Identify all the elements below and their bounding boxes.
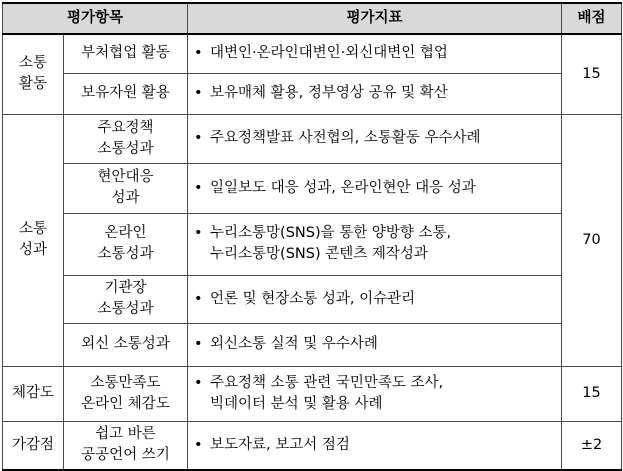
- bullet-icon: •: [194, 290, 203, 307]
- bullet-icon: •: [194, 374, 203, 391]
- indicator-cell: • 일일보도 대응 성과, 온라인현안 대응 성과: [188, 163, 562, 213]
- bullet-icon: •: [194, 130, 203, 146]
- header-item: 평가항목: [3, 3, 188, 34]
- item-cell: 온라인 소통성과: [64, 213, 188, 275]
- category-cell: 가감점: [3, 421, 64, 470]
- item-cell: 소통만족도 온라인 체감도: [64, 366, 188, 421]
- table-row: [3, 275, 622, 323]
- item-cell: 현안대응 성과: [64, 163, 188, 213]
- category-cell: 소통 성과: [3, 114, 64, 366]
- item-cell: 쉽고 바른 공공언어 쓰기: [64, 421, 188, 470]
- header-score: 배점: [562, 3, 622, 34]
- table-row: [3, 323, 622, 366]
- table-row: [3, 366, 622, 421]
- indicator-cell: • 주요정책발표 사전협의, 소통활동 우수사례: [188, 114, 562, 163]
- category-cell: 소통 활동: [3, 34, 64, 114]
- header-indicator: 평가지표: [188, 3, 562, 34]
- table-row: [3, 73, 622, 114]
- table-row: [3, 34, 622, 73]
- score-cell: ±2: [562, 421, 622, 470]
- table-row: [3, 163, 622, 213]
- item-cell: 외신 소통성과: [64, 323, 188, 366]
- evaluation-table: [2, 2, 622, 471]
- bullet-icon: •: [194, 45, 203, 62]
- bullet-icon: •: [194, 179, 203, 196]
- table-row: [3, 114, 622, 163]
- indicator-cell: • 언론 및 현장소통 성과, 이슈관리: [188, 275, 562, 323]
- indicator-cell: • 대변인·온라인대변인·외신대변인 협업: [188, 34, 562, 73]
- score-cell: 70: [562, 114, 622, 366]
- indicator-cell: • 외신소통 실적 및 우수사례: [188, 323, 562, 366]
- indicator-cell: • 보도자료, 보고서 점검: [188, 421, 562, 470]
- indicator-cell: • 누리소통망(SNS)을 통한 양방향 소통, 누리소통망(SNS) 콘텐츠 제작성과: [188, 213, 562, 275]
- score-cell: 15: [562, 34, 622, 114]
- indicator-cell: • 보유매체 활용, 정부영상 공유 및 확산: [188, 73, 562, 114]
- item-cell: 부처협업 활동: [64, 34, 188, 73]
- bullet-icon: •: [194, 225, 203, 241]
- score-cell: 15: [562, 366, 622, 421]
- item-cell: 주요정책 소통성과: [64, 114, 188, 163]
- table-row: [3, 213, 622, 275]
- bullet-icon: •: [194, 85, 203, 101]
- indicator-cell: • 주요정책 소통 관련 국민만족도 조사, 빅데이터 분석 및 활용 사례: [188, 366, 562, 421]
- item-cell: 보유자원 활용: [64, 73, 188, 114]
- category-cell: 체감도: [3, 366, 64, 421]
- bullet-icon: •: [194, 436, 203, 453]
- bullet-icon: •: [194, 336, 203, 352]
- table-row: [3, 421, 622, 470]
- item-cell: 기관장 소통성과: [64, 275, 188, 323]
- header-row: [3, 3, 622, 34]
